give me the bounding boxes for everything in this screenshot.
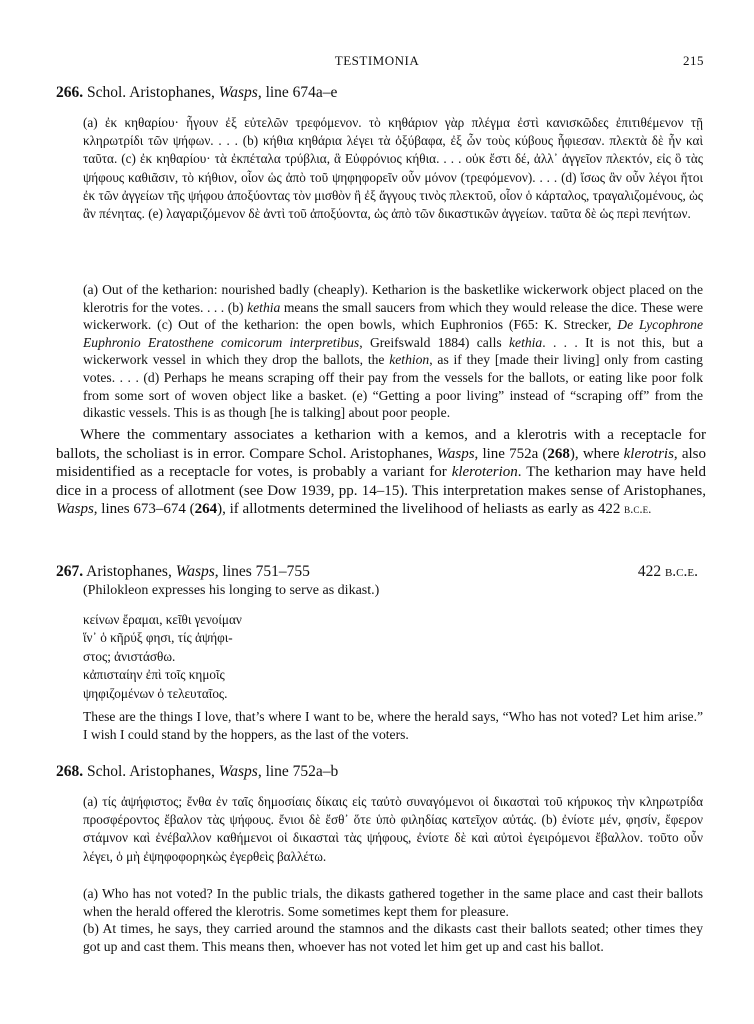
entry-267-note: (Philokleon expresses his longing to serve as dikast.)	[83, 583, 380, 598]
verse-line: ἵν᾿ ὁ κῆρύξ φησι, τίς ἀψήφι-	[83, 630, 233, 646]
entry-268-greek	[83, 793, 703, 866]
source-prefix: Aristophanes,	[86, 563, 172, 580]
entry-number: 267.	[56, 563, 84, 580]
greek-text: (a) ἐκ κηθαρίου· ἦγουν ἐξ εὐτελῶν τρεφόμενον. τὸ κηθάριον γὰρ πλέγμα ἐστὶ κανισκῶδες ἐπιτιθέμενον τῇ κληρωτρίδι τῶν ψήφων. . . . (b) κήθια κηθάρια λέγει τὰ ὀξύβαφα, ἐξ ὧν τοὺς κύβους ἧφιεσαν. πλεκτὰ δὲ ἦν καὶ ταῦτα. (c) ἐκ κηθαρίου· τὰ ἐκπέταλα τρύβλια, ἃ Εὐφρόνιος κήθια. . . . οὐκ ἔστι δέ, ἀλλ᾿ ἀγγεῖον πλεκτόν, εἰς ὃ τὰς ψήφους καθιᾶσιν, τὸ κήθιον, οἷον ὡς ἀπὸ τοῦ ψηφηφορεῖν οὖν μόνον (τρεφόμενον). . . . (d) ἴσως ἂν οὖν λέγοι ἤτοι ἐκ τῶν ἀγγείων τῆς ψήφου ἀποξύοντας τὸν μισθὸν ἢ ἐξ ἄγγους τινὸς πλεκτοῦ, οἷον ὁ κάρταλος, τραγαλιζομένους, ὡς ἂν πένητας. (e) λαγαριζόμενον δὲ ἀντὶ τοῦ ἀποξύοντα, ὡς ἀπὸ τῶν δικαστικῶν ἀγγείων. ταῦτα δὲ ὡς περὶ πενήτων.	[83, 115, 703, 222]
running-header	[0, 53, 754, 71]
entry-number: 266.	[56, 84, 84, 101]
verse-line: στος; ἀνιστάσθω.	[83, 648, 176, 664]
commentary-paragraph: Where the commentary associates a ketharion with a kemos, and a klerotris with a receptacle for ballots, the scholiast is in error. Compare Schol. Aristophanes, Wasps, line 752a (268), where klerotris, also misidentified as a receptacle for votes, is probably a variant for kleroterion. The ketharion may have held dice in a process of allotment (see Dow 1939, pp. 14–15). This interpretation makes sense of Aristophanes, Wasps, lines 673–674 (264), if allotments determined the livelihood of heliasts as early as 422 b.c.e.	[56, 427, 706, 518]
section-title: TESTIMONIA	[334, 53, 420, 68]
source-work: Wasps	[175, 563, 215, 580]
verse-line: κἀπισταίην ἐπὶ τοῖς κημοῖς	[83, 667, 225, 683]
entry-267-greek-verse	[83, 611, 703, 703]
page-number: 215	[683, 53, 704, 68]
entry-date: 422 b.c.e.	[637, 563, 698, 580]
source-line: , lines 751–755	[214, 563, 310, 580]
source-line: , line 752a–b	[257, 763, 339, 780]
translation-text-a: (a) Who has not voted? In the public trials, the dikasts gathered together in the same place and cast their ballots when the herald offered the klerotris. Some sometimes kept them for pleasure.	[83, 886, 703, 919]
entry-268-translation	[83, 885, 703, 955]
entry-number: 268.	[56, 763, 84, 780]
translation-text-b: (b) At times, he says, they carried around the stamnos and the dikasts cast their ballots seated; other times they got up and cast them. This means then, whoever has not voted let him get up and cast his ballot.	[83, 921, 703, 954]
source-line: , line 674a–e	[257, 84, 338, 101]
translation-text: (a) Out of the ketharion: nourished badly (cheaply). Ketharion is the basketlike wickerwork object placed on the klerotris for the votes. . . . (b) kethia means the small saucers from which they would release the dice. These were wickerwork. (c) Out of the ketharion: the open bowls, which Euphronios (F65: K. Strecker, De Lycophrone Euphronio Eratosthene comicorum interpretibus, Greifswald 1884) calls kethia. . . . It is not this, but a wickerwork vessel in which they drop the ballots, the kethion, as if they [made their living] only from casting votes. . . . (d) Perhaps he means scraping off their pay from the vessels for the ballots, or eating like poor folk from some sort of woven object like a basket. (e) “Getting a poor living” instead of “scraping off” from the dikastic vessels. This is as though [he is talking] about poor people.	[83, 282, 704, 421]
verse-line: ψηφιζομένων ὁ τελευταῖος.	[83, 685, 228, 701]
source-work: Wasps	[218, 84, 258, 101]
translation-text: These are the things I love, that’s where I want to be, where the herald says, “Who has not voted? Let him arise.” I wish I could stand by the hoppers, as the last of the voters.	[83, 709, 703, 742]
greek-text: (a) τίς ἀψήφιστος; ἔνθα ἐν ταῖς δημοσίαις δίκαις εἰς ταὐτὸ συναγόμενοι οἱ δικασταὶ τοῦ κήρυκος τὴν κληρωτρίδα προσφέροντος ἔβαλον τὰς ψήφους. ἔνιοι δὲ ἔσθ᾿ ὅτε ὑπὸ φιληδίας κατεῖχον αὐτάς. (b) ἐνίοτε μέν, φησίν, ἔφερον στάμνον καὶ ἐνέβαλλον καθήμενοι οἱ δικασταὶ τὰς ψήφους, ἐνίοτε δὲ καὶ αὐτοὶ ἐγειρόμενοι ἔβαλλον. τοῦτο οὖν λέγει, ὁ μὴ ἐψηφοφορηκὼς ἐγερθεὶς βαλλέτω.	[83, 794, 703, 864]
entry-268-heading	[56, 762, 706, 782]
source-prefix: Schol. Aristophanes,	[87, 84, 215, 101]
entry-266-heading	[56, 83, 706, 103]
source-work: Wasps	[218, 763, 258, 780]
entry-267-heading	[56, 562, 706, 582]
verse-line: κείνων ἔραμαι, κεῖθι γενοίμαν	[83, 612, 242, 627]
entry-267-translation	[83, 708, 703, 743]
entry-266-translation	[83, 281, 703, 422]
source-prefix: Schol. Aristophanes,	[87, 763, 215, 780]
entry-266-greek	[83, 114, 703, 223]
